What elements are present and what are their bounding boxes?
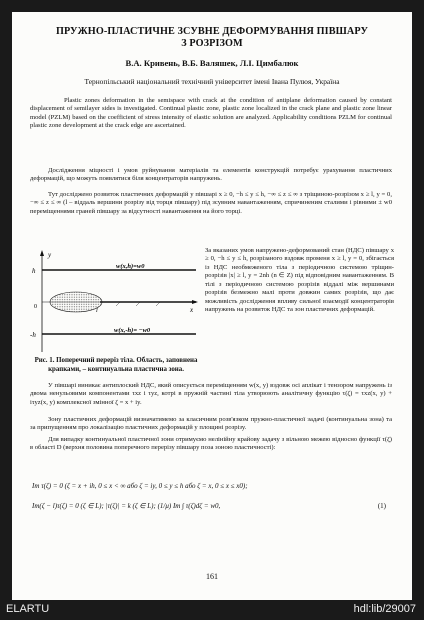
label-h: h: [32, 267, 36, 275]
label-zero: 0: [34, 304, 37, 310]
equation-number: (1): [377, 502, 386, 510]
page-number: 161: [206, 572, 218, 581]
equation-line-2: [32, 502, 394, 510]
paper-title: ПРУЖНО-ПЛАСТИЧНЕ ЗСУВНЕ ДЕФОРМУВАННЯ ПІВШАРУ З РОЗРІЗОМ: [55, 26, 369, 49]
paragraph-right-column: За вказаних умов напружено-деформований стан (НДС) півшару x ≥ 0, −h ≤ y ≤ h, розрізаного вздовж променя x ≥ l, y = 0, збігається із НДС необмеженого тіла з періодичною системою тріщин-розрізів |x| ≥ l, y = 2nh (n ∈ Z) під відповідним навантаженням. В тілі з періодичною системою розрізів віддалі між вершинами розрізів безмежно малі проти довжин самих розрізів, що дає можливість дослідження впливу сильної взаємодії концентраторів напружень на розвиток НДС та зон пластичних деформацій.: [205, 247, 394, 314]
label-y: y: [48, 251, 52, 259]
paragraph-intro: Дослідження міцності і умов руйнування матеріалів та елементів конструкцій потребує урахування пластичних деформацій, що можуть появлятися біля концентраторів напружень.: [30, 167, 392, 183]
paragraph-boundary-problem: Для випадку континуальної пластичної зони отримуємо нелінійну крайову задачу з вільною межею відносно функції τ(ζ) в області D (верхня половина поперечного перерізу півшару поза зоною пластичності):: [30, 436, 392, 452]
label-x: x: [190, 306, 194, 314]
footer-repository: ELARTU: [6, 603, 50, 615]
paragraph-problem: Тут досліджено розвиток пластичних деформацій у півшарі x ≥ 0, −h ≤ y ≤ h, −∞ ≤ z ≤ ∞ з тріщиною-розрізом x ≥ l, y = 0, −∞ ≤ z ≤ ∞ (l – віддаль вершини розрізу від торця півшару) під зсувним навантаженням, спричиненим сталими і рівними ± w0 переміщеннями граней півшару за відсутності навантаження на його торці.: [30, 191, 392, 215]
y-axis-arrow-icon: [40, 250, 44, 256]
abstract: Plastic zones deformation in the semispace with crack at the condition of antiplane deformation caused by constant displacement of semilayer sides is investigated. Continual plastic zone, plastic zone localized in the crack plane and plastic zone linear model (PZLM) based on the coefficient of stress intensity of elastic solution are analyzed. Applicability conditions PZLM for continual plastic zone development at the crack edge are ascertained.: [30, 97, 392, 130]
equation-line-1: Im τ(ζ) = 0 (ζ = x + ih, 0 ≤ x < ∞ або ζ = iy, 0 ≤ y ≤ h або ζ = x, 0 ≤ x ≤ x0);: [32, 482, 248, 490]
paragraph-plastic-zone: Зону пластичних деформацій визначатимемо за класичним розв'язком пружно-пластичної задачі (континуальна зона) та за припущенням про локалізацію пластичних деформацій у площині розрізу.: [30, 416, 392, 432]
paragraph-antiplane: У півшарі виникає антиплоский НДС, який описується переміщенням w(x, y) вздовж осі аплікат і тензором напружень із двома ненульовими компонентами τxz і τyz, котрі в пружній частині тіла утворюють аналітичну функцію τ(ζ) = τxz(x, y) + iτyz(x, y) комплексної змінної ζ = x + iy.: [30, 382, 392, 406]
plastic-zone: [50, 292, 102, 312]
label-l: l: [96, 307, 98, 314]
affiliation: Тернопільський національний технічний університет імені Івана Пулюя, Україна: [84, 77, 340, 86]
equation-line-2-text: Im(ζ − l)τ(ζ) = 0 (ζ ∈ L); |τ(ζ)| = k (ζ ∈ L); (1/μ) Im ∫ τ(ζ)dζ = w0,: [32, 502, 221, 510]
authors: В.А. Кривень, В.Б. Валяшек, Л.І. Цимбалюк: [125, 58, 299, 68]
footer-handle: hdl:lib/29007: [353, 603, 416, 615]
figure-cross-section: [30, 248, 200, 356]
label-minus-h: -h: [30, 331, 36, 339]
figure-caption: Рис. 1. Поперечний переріз тіла. Область, заповнена крапками, – континуальна пластична зона.: [34, 357, 198, 373]
document-page: [12, 12, 412, 600]
label-top-bc: w(x,h)=w0: [116, 263, 145, 270]
label-bottom-bc: w(x,-h)= −w0: [114, 327, 151, 334]
